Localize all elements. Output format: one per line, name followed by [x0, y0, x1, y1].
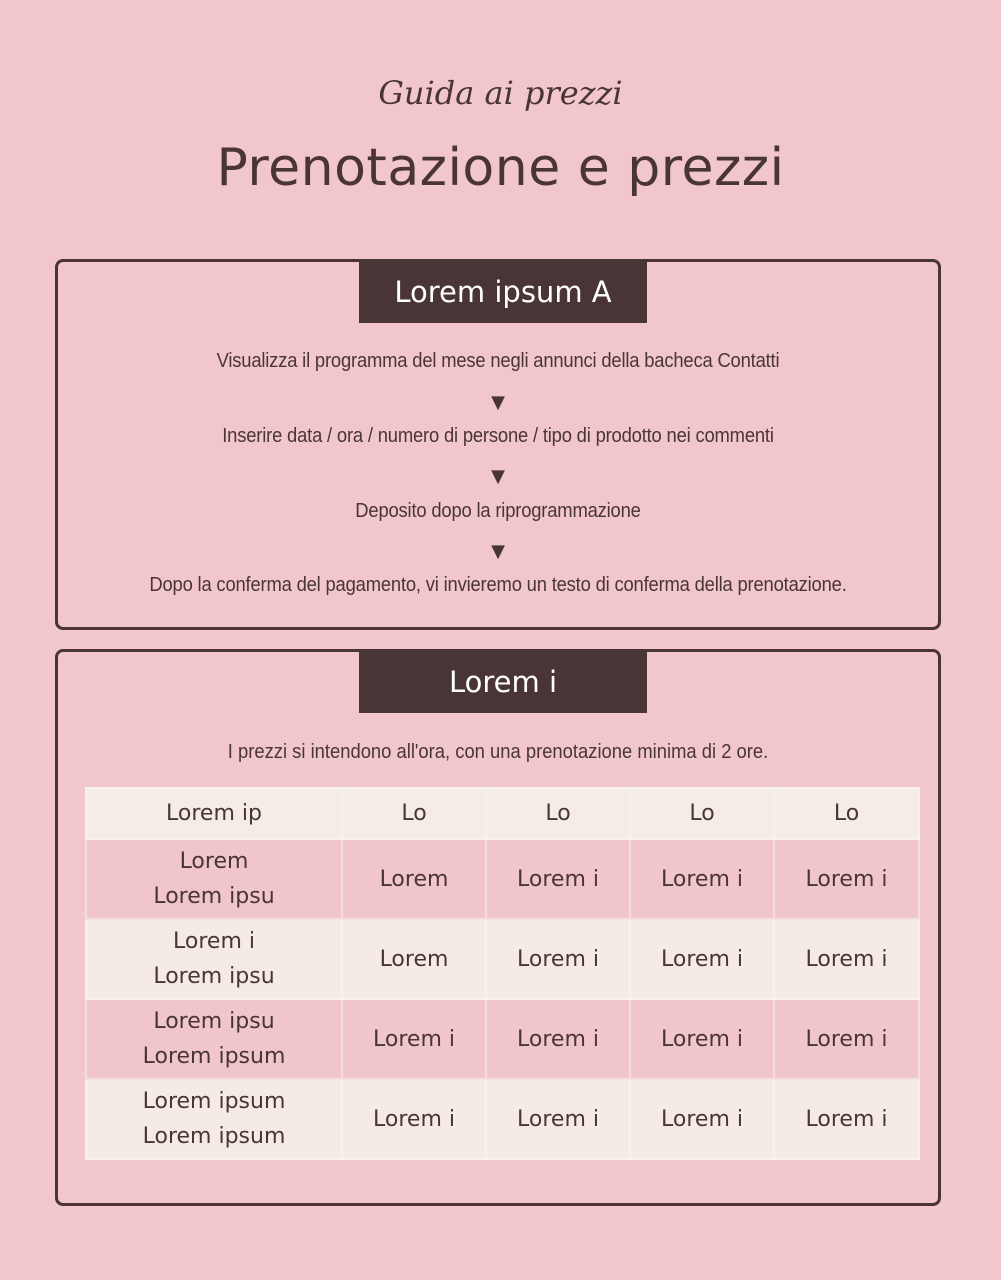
table-cell: Lorem i	[630, 919, 774, 999]
price-section-label: Lorem i	[359, 651, 647, 713]
price-box	[55, 649, 941, 1206]
table-cell: Lorem i	[486, 839, 630, 919]
column-header: Lorem ip	[86, 788, 342, 839]
table-cell: Lorem	[342, 839, 486, 919]
table-row	[86, 839, 919, 919]
price-table	[85, 787, 920, 1160]
table-cell: Lorem i	[342, 1079, 486, 1159]
table-cell: Lorem i	[774, 1079, 919, 1159]
column-header: Lo	[486, 788, 630, 839]
booking-step-2: Inserire data / ora / numero di persone / tipo di prodotto nei commenti	[222, 425, 774, 447]
row-name-line: Lorem	[179, 849, 249, 874]
down-arrow-icon: ▼	[491, 466, 505, 487]
booking-step-1: Visualizza il programma del mese negli annunci della bacheca Contatti	[216, 350, 780, 372]
table-cell: Lorem	[342, 919, 486, 999]
table-row	[86, 1079, 919, 1159]
table-header-row	[86, 788, 919, 839]
table-cell: Lorem i	[774, 839, 919, 919]
table-cell: Lorem i	[774, 919, 919, 999]
down-arrow-icon: ▼	[491, 392, 505, 413]
column-header: Lo	[630, 788, 774, 839]
row-name-line: Lorem ipsu	[153, 964, 275, 989]
row-name-line: Lorem ipsu	[153, 884, 275, 909]
table-cell: Lorem i	[486, 999, 630, 1079]
row-name-line: Lorem i	[173, 929, 255, 954]
table-cell: Lorem i	[774, 999, 919, 1079]
row-name-line: Lorem ipsum	[142, 1089, 286, 1114]
booking-section-label: Lorem ipsum A	[359, 261, 647, 323]
row-name-line: Lorem ipsum	[142, 1124, 286, 1149]
column-header: Lo	[774, 788, 919, 839]
row-name-cell	[86, 839, 342, 919]
down-arrow-icon: ▼	[491, 541, 505, 562]
column-header: Lo	[342, 788, 486, 839]
table-cell: Lorem i	[630, 839, 774, 919]
row-name-line: Lorem ipsum	[142, 1044, 286, 1069]
table-cell: Lorem i	[342, 999, 486, 1079]
table-row	[86, 999, 919, 1079]
booking-step-4: Dopo la conferma del pagamento, vi invieremo un testo di conferma della prenotazione.	[149, 574, 847, 596]
table-cell: Lorem i	[486, 919, 630, 999]
price-note: I prezzi si intendono all'ora, con una prenotazione minima di 2 ore.	[227, 741, 769, 763]
table-cell: Lorem i	[630, 999, 774, 1079]
row-name-cell	[86, 999, 342, 1079]
page-title: Prenotazione e prezzi	[216, 138, 785, 198]
booking-step-3: Deposito dopo la riprogrammazione	[355, 500, 641, 522]
table-row	[86, 919, 919, 999]
booking-process-box	[55, 259, 941, 630]
row-name-cell	[86, 919, 342, 999]
page-subtitle: Guida ai prezzi	[378, 74, 623, 112]
table-cell: Lorem i	[630, 1079, 774, 1159]
row-name-line: Lorem ipsu	[153, 1009, 275, 1034]
row-name-cell	[86, 1079, 342, 1159]
table-cell: Lorem i	[486, 1079, 630, 1159]
